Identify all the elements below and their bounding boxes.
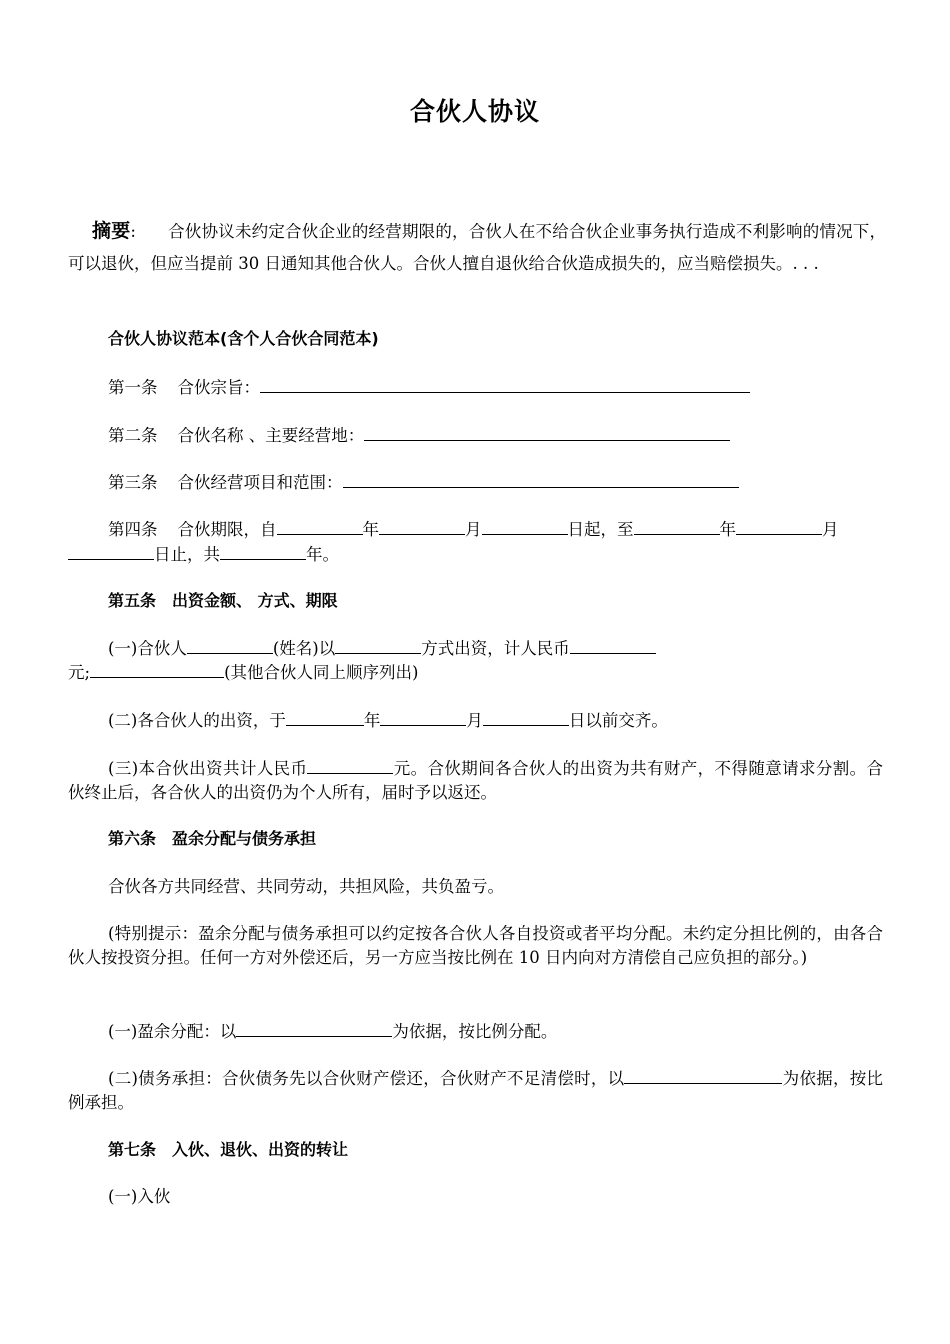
article-2 — [68, 423, 883, 448]
article-6-item-1 — [68, 1019, 883, 1044]
article-5-item-3 — [68, 756, 883, 805]
abstract-label: 摘要 — [92, 220, 131, 242]
article-3-number: 第三条 — [108, 473, 158, 492]
article-5-heading: 第五条 出资金额、 方式、期限 — [108, 591, 338, 610]
article-3 — [68, 470, 883, 495]
article-6-para-1: 合伙各方共同经营、共同劳动，共担风险，共负盈亏。 — [108, 877, 504, 896]
due-month-blank[interactable] — [380, 708, 466, 726]
end-month-label: 月 — [822, 520, 839, 539]
abstract-colon: : — [130, 222, 136, 241]
sample-heading: 合伙人协议范本(含个人合伙合同范本) — [108, 329, 379, 348]
item-1-prefix: (一)合伙人 — [108, 639, 187, 658]
article-4 — [68, 517, 883, 542]
start-year-label: 年 — [362, 520, 379, 539]
article-6-special-note: (特别提示：盈余分配与债务承担可以约定按各合伙人各自投资或者平均分配。未约定分担比例的，由各合伙人按投资分担。任何一方对外偿还后，另一方应当按比例在 10 日内向对方清偿自己应负担的部分。) — [68, 924, 883, 967]
item-1-note: (其他合伙人同上顺序列出) — [224, 663, 419, 682]
start-day-label: 日起，至 — [567, 520, 634, 539]
item-1-name-label: (姓名)以 — [272, 639, 336, 658]
article-7-heading: 第七条 入伙、退伙、出资的转让 — [108, 1140, 349, 1159]
article-2-text: 合伙名称 、主要经营地： — [177, 426, 365, 445]
start-year-blank[interactable] — [277, 517, 363, 535]
article-6-item-2 — [68, 1066, 883, 1115]
article-3-text: 合伙经营项目和范围： — [177, 473, 343, 492]
article-5-item-2 — [68, 708, 883, 733]
due-year-label: 年 — [363, 711, 381, 730]
article-4-text: 合伙期限，自 — [177, 520, 277, 539]
profit-item-prefix: (一)盈余分配：以 — [108, 1022, 237, 1041]
item-1-method-label: 方式出资，计人民币 — [421, 639, 570, 658]
debt-basis-blank[interactable] — [624, 1066, 782, 1084]
end-day-blank[interactable] — [68, 542, 154, 560]
item-3-prefix: (三)本合伙出资共计人民币 — [108, 759, 308, 778]
item-1-unit: 元; — [68, 663, 91, 682]
partner-name-blank[interactable] — [187, 636, 273, 654]
abstract-paragraph — [68, 215, 886, 280]
article-4-number: 第四条 — [108, 520, 158, 539]
article-1-blank[interactable] — [260, 375, 750, 393]
end-year-label: 年 — [719, 520, 736, 539]
term-years-blank[interactable] — [220, 542, 306, 560]
item-2-prefix: (二)各合伙人的出资，于 — [108, 711, 286, 730]
start-month-blank[interactable] — [379, 517, 465, 535]
article-4-line-2 — [68, 542, 883, 567]
start-month-label: 月 — [465, 520, 482, 539]
debt-item-suffix: 为依据，按比例承担。 — [68, 1069, 884, 1112]
term-years-label: 年。 — [306, 545, 339, 564]
abstract-text: 合伙协议未约定合伙企业的经营期限的，合伙人在不给合伙企业事务执行造成不利影响的情况下，可以退伙，但应当提前 30 日通知其他合伙人。合伙人擅自退伙给合伙造成损失的，应当赔偿损失。. . . — [68, 222, 886, 273]
total-contribution-blank[interactable] — [307, 756, 393, 774]
article-5-item-1 — [68, 636, 883, 661]
end-month-blank[interactable] — [736, 517, 822, 535]
contribution-method-blank[interactable] — [335, 636, 421, 654]
end-day-label: 日止，共 — [154, 545, 220, 564]
article-2-number: 第二条 — [108, 426, 158, 445]
debt-item-prefix: (二)债务承担：合伙债务先以合伙财产偿还，合伙财产不足清偿时，以 — [108, 1069, 625, 1088]
profit-item-suffix: 为依据，按比例分配。 — [392, 1022, 558, 1041]
article-1-text: 合伙宗旨： — [177, 378, 260, 397]
item-3-text: 元。合伙期间各合伙人的出资为共有财产，不得随意请求分割。合伙终止后，各合伙人的出资仍为个人所有，届时予以返还。 — [68, 759, 884, 802]
due-year-blank[interactable] — [286, 708, 364, 726]
due-day-blank[interactable] — [483, 708, 569, 726]
end-year-blank[interactable] — [634, 517, 720, 535]
article-7-item-1: (一)入伙 — [108, 1187, 171, 1206]
contribution-amount-blank[interactable] — [570, 636, 656, 654]
article-3-blank[interactable] — [343, 470, 739, 488]
article-1 — [68, 375, 883, 400]
article-6-heading: 第六条 盈余分配与债务承担 — [108, 829, 317, 848]
due-day-label: 日以前交齐。 — [568, 711, 668, 730]
article-5-item-1-line-2 — [68, 660, 883, 685]
due-month-label: 月 — [466, 711, 483, 730]
article-2-blank[interactable] — [364, 423, 730, 441]
start-day-blank[interactable] — [482, 517, 568, 535]
profit-basis-blank[interactable] — [236, 1019, 392, 1037]
document-title: 合伙人协议 — [409, 97, 540, 126]
article-1-number: 第一条 — [108, 378, 158, 397]
other-partner-blank[interactable] — [90, 660, 224, 678]
